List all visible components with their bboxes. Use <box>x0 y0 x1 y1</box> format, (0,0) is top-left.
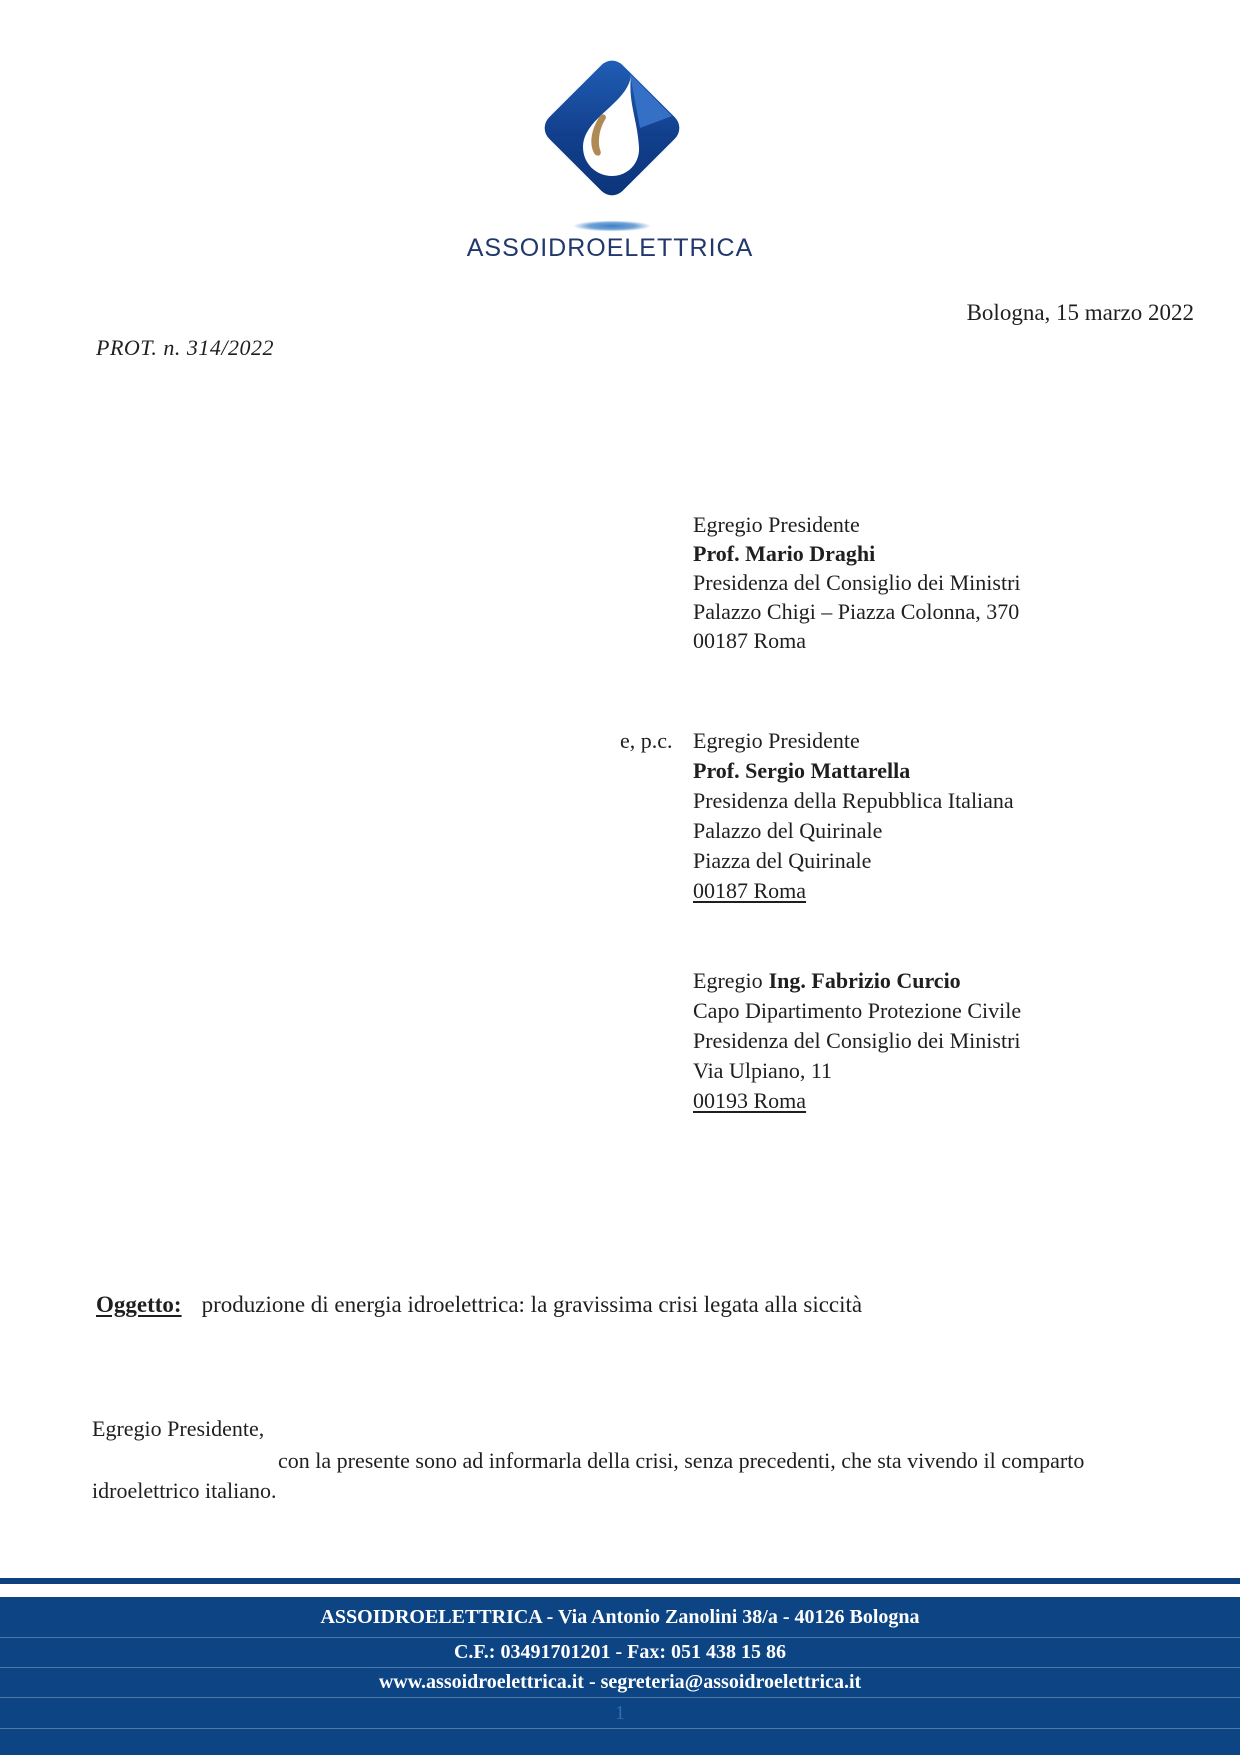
subject-label: Oggetto: <box>96 1292 182 1317</box>
recipient-street: Piazza del Quirinale <box>693 848 872 873</box>
body-salutation: Egregio Presidente, <box>92 1416 265 1441</box>
footer-cf-fax: C.F.: 03491701201 - Fax: 051 438 15 86 <box>0 1638 1240 1668</box>
subject-text: produzione di energia idroelettrica: la gravissima crisi legata alla siccità <box>201 1292 863 1317</box>
footer <box>0 1597 1240 1755</box>
footer-top-rule <box>0 1578 1240 1584</box>
recipient-name: Ing. Fabrizio Curcio <box>768 968 961 993</box>
recipient-block-curcio <box>693 966 1021 1116</box>
footer-web-email: www.assoidroelettrica.it - segreteria@assoidroelettrica.it <box>0 1668 1240 1698</box>
recipient-role: Capo Dipartimento Protezione Civile <box>693 998 1022 1023</box>
org-wordmark: ASSOIDROELETTRICA <box>466 234 754 262</box>
body-paragraph: con la presente sono ad informarla della crisi, senza precedenti, che sta vivendo il comparto idroelettrico italiano. <box>92 1448 1085 1503</box>
recipient-city: 00187 Roma <box>693 878 807 903</box>
recipient-salutation: Egregio Presidente <box>693 512 860 537</box>
place-date: Bologna, 15 marzo 2022 <box>966 300 1194 325</box>
recipient-building: Palazzo del Quirinale <box>693 818 883 843</box>
recipient-name: Prof. Mario Draghi <box>693 541 876 566</box>
recipient-office: Presidenza del Consiglio dei Ministri <box>693 1028 1021 1053</box>
cc-label: e, p.c. <box>620 728 673 753</box>
assoidroelettrica-logo-icon <box>534 54 690 239</box>
recipient-block-draghi <box>693 510 1021 655</box>
recipient-street: Via Ulpiano, 11 <box>693 1058 833 1083</box>
recipient-block-mattarella <box>693 726 1014 906</box>
recipient-salutation-name <box>693 966 1021 996</box>
footer-bottom-band <box>0 1729 1240 1755</box>
recipient-city: 00193 Roma <box>693 1088 807 1113</box>
recipient-name: Prof. Sergio Mattarella <box>693 758 911 783</box>
recipient-salutation: Egregio Presidente <box>693 728 860 753</box>
recipient-office: Presidenza del Consiglio dei Ministri <box>693 570 1021 595</box>
recipient-salutation-prefix: Egregio <box>693 968 763 993</box>
subject-line <box>96 1292 862 1318</box>
recipient-street: Palazzo Chigi – Piazza Colonna, 370 <box>693 599 1020 624</box>
footer-address: ASSOIDROELETTRICA - Via Antonio Zanolini 38/a - 40126 Bologna <box>0 1597 1240 1638</box>
protocol-number: PROT. n. 314/2022 <box>96 335 274 360</box>
recipient-office: Presidenza della Repubblica Italiana <box>693 788 1014 813</box>
recipient-city: 00187 Roma <box>693 628 807 653</box>
page-number: 1 <box>0 1698 1240 1729</box>
